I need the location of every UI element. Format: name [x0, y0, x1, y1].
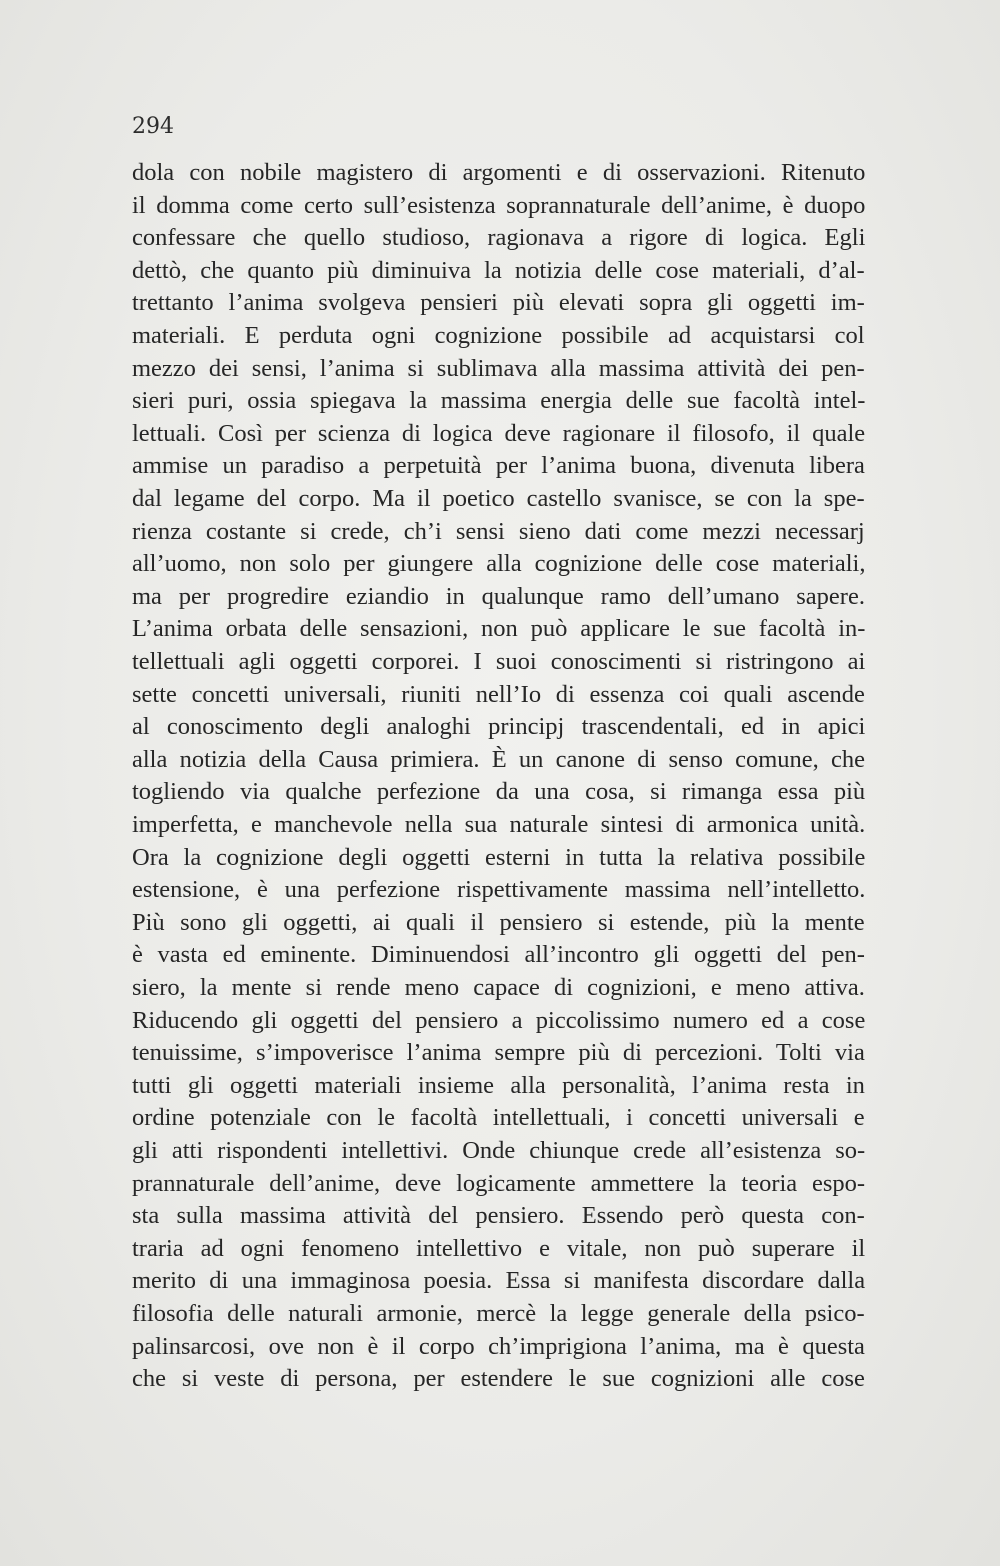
text-line: sieri puri, ossia spiegava la massima energia delle sue facoltà intel-	[132, 387, 866, 415]
text-line: confessare che quello studioso, ragionava a rigore di logica. Egli	[132, 224, 866, 252]
text-line: palinsarcosi, ove non è il corpo ch’imprigiona l’anima, ma è questa	[132, 1332, 865, 1360]
text-line: dettò, che quanto più diminuiva la notizia delle cose materiali, d’al-	[132, 256, 865, 284]
text-line: Riducendo gli oggetti del pensiero a piccolissimo numero ed a cose	[132, 1006, 866, 1034]
text-line: al conoscimento degli analoghi principj trascendentali, ed in apici	[132, 713, 866, 741]
text-line: gli atti rispondenti intellettivi. Onde chiunque crede all’esistenza so-	[132, 1137, 866, 1164]
text-line: traria ad ogni fenomeno intellettivo e vitale, non può superare il	[132, 1234, 866, 1262]
text-line: tellettuali agli oggetti corporei. I suoi conoscimenti si ristringono ai	[132, 648, 866, 675]
text-line: materiali. E perduta ogni cognizione possibile ad acquistarsi col	[132, 322, 865, 349]
text-line: filosofia delle naturali armonie, mercè la legge generale della psico-	[132, 1300, 865, 1327]
text-line: all’uomo, non solo per giungere alla cognizione delle cose materiali,	[132, 550, 866, 578]
page-number: 294	[132, 114, 174, 139]
text-line: dal legame del corpo. Ma il poetico castello svanisce, se con la spe-	[132, 485, 865, 512]
text-line: tutti gli oggetti materiali insieme alla personalità, l’anima resta in	[132, 1071, 865, 1099]
text-line: L’anima orbata delle sensazioni, non può applicare le sue facoltà in-	[132, 615, 866, 643]
text-line: ma per progredire eziandio in qualunque ramo dell’umano sapere.	[132, 582, 865, 610]
text-line: sette concetti universali, riuniti nell’Io di essenza coi quali ascende	[132, 680, 865, 708]
text-line: ordine potenziale con le facoltà intellettuali, i concetti universali e	[132, 1104, 865, 1132]
text-line: ammise un paradiso a perpetuità per l’anima buona, divenuta libera	[132, 452, 865, 480]
text-line: imperfetta, e manchevole nella sua naturale sintesi di armonica unità.	[132, 811, 866, 838]
text-line: Ora la cognizione degli oggetti esterni in tutta la relativa possibile	[132, 843, 866, 871]
text-line: prannaturale dell’anime, deve logicamente ammettere la teoria espo-	[132, 1169, 866, 1197]
text-line: dola con nobile magistero di argomenti e di osservazioni. Ritenuto	[132, 159, 866, 186]
text-line: alla notizia della Causa primiera. È un canone di senso comune, che	[132, 745, 866, 773]
text-line: mezzo dei sensi, l’anima si sublimava alla massima attività dei pen-	[132, 354, 865, 382]
text-line: merito di una immaginosa poesia. Essa si manifesta discordare dalla	[132, 1267, 866, 1295]
text-line: lettuali. Così per scienza di logica deve ragionare il filosofo, il quale	[132, 419, 866, 447]
text-line: trettanto l’anima svolgeva pensieri più elevati sopra gli oggetti im-	[132, 289, 865, 317]
text-line: siero, la mente si rende meno capace di cognizioni, e meno attiva.	[132, 974, 865, 1001]
text-line: è vasta ed eminente. Diminuendosi all’incontro gli oggetti del pen-	[132, 941, 865, 969]
text-line: che si veste di persona, per estendere le sue cognizioni alle cose	[132, 1365, 865, 1393]
text-line: sta sulla massima attività del pensiero. Essendo però questa con-	[132, 1202, 865, 1230]
text-line: rienza costante si crede, ch’i sensi sieno dati come mezzi necessarj	[132, 517, 865, 545]
text-line: tenuissime, s’impoverisce l’anima sempre più di percezioni. Tolti via	[132, 1039, 865, 1067]
text-line: il domma come certo sull’esistenza soprannaturale dell’anime, è duopo	[132, 191, 866, 219]
text-line: estensione, è una perfezione rispettivamente massima nell’intelletto.	[132, 876, 866, 904]
text-line: togliendo via qualche perfezione da una cosa, si rimanga essa più	[132, 778, 866, 806]
text-line: Più sono gli oggetti, ai quali il pensiero si estende, più la mente	[132, 908, 865, 936]
